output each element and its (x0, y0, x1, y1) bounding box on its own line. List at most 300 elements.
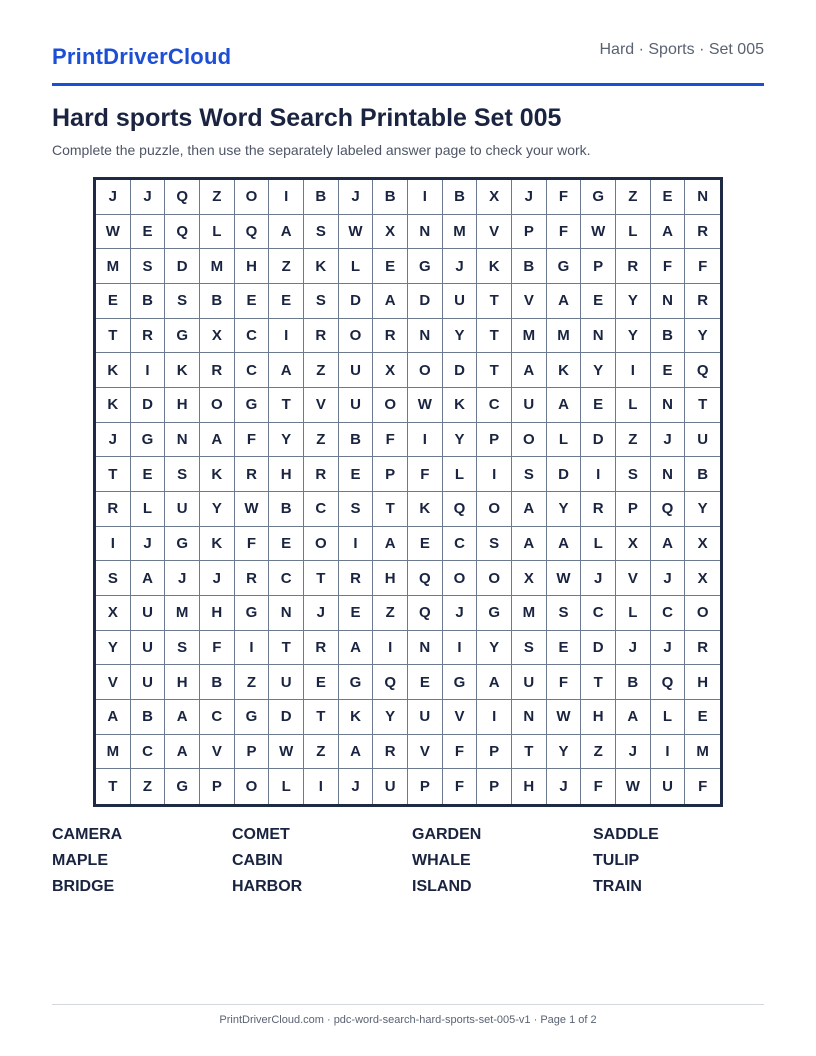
grid-cell: Z (304, 353, 339, 388)
grid-cell: B (339, 423, 374, 458)
page-footer: PrintDriverCloud.com · pdc-word-search-hard-sports-set-005-v1 · Page 1 of 2 (219, 1014, 597, 1026)
grid-cell: S (512, 457, 547, 492)
grid-cell: R (685, 215, 720, 250)
grid-cell: K (200, 457, 235, 492)
grid-cell: E (408, 665, 443, 700)
grid-cell: H (581, 700, 616, 735)
grid-cell: K (165, 353, 200, 388)
grid-cell: S (547, 596, 582, 631)
grid-cell: A (165, 735, 200, 770)
grid-cell: R (616, 249, 651, 284)
grid-cell: T (96, 319, 131, 354)
grid-cell: Y (547, 492, 582, 527)
grid-cell: A (547, 527, 582, 562)
grid-cell: I (477, 457, 512, 492)
grid-cell: I (651, 735, 686, 770)
grid-cell: J (339, 180, 374, 215)
grid-cell: Z (235, 665, 270, 700)
grid-cell: Q (443, 492, 478, 527)
grid-cell: H (685, 665, 720, 700)
grid-cell: H (235, 249, 270, 284)
grid-cell: J (512, 180, 547, 215)
grid-cell: Z (373, 596, 408, 631)
grid-cell: T (96, 769, 131, 804)
grid-cell: L (616, 388, 651, 423)
grid-cell: N (685, 180, 720, 215)
grid-cell: L (616, 215, 651, 250)
grid-cell: W (581, 215, 616, 250)
grid-cell: T (304, 561, 339, 596)
grid-cell: D (443, 353, 478, 388)
grid-cell: R (373, 735, 408, 770)
grid-cell: E (373, 249, 408, 284)
grid-cell: A (651, 527, 686, 562)
grid-cell: P (477, 735, 512, 770)
grid-cell: G (443, 665, 478, 700)
grid-cell: O (235, 769, 270, 804)
grid-cell: N (408, 215, 443, 250)
grid-cell: E (685, 700, 720, 735)
grid-cell: Y (373, 700, 408, 735)
grid-cell: U (408, 700, 443, 735)
grid-cell: E (131, 457, 166, 492)
grid-cell: A (547, 284, 582, 319)
grid-cell: S (131, 249, 166, 284)
grid-cell: Y (269, 423, 304, 458)
grid-cell: O (685, 596, 720, 631)
grid-cell: E (235, 284, 270, 319)
grid-cell: H (200, 596, 235, 631)
grid-cell: D (131, 388, 166, 423)
grid-cell: I (304, 769, 339, 804)
grid-cell: B (616, 665, 651, 700)
grid-cell: U (512, 665, 547, 700)
grid-cell: F (698, 778, 708, 796)
grid-cell: V (616, 561, 651, 596)
grid-cell: G (131, 423, 166, 458)
word-list-item: TULIP (593, 852, 640, 869)
grid-cell: R (200, 353, 235, 388)
word-list-item: WHALE (412, 852, 471, 869)
grid-cell: S (304, 284, 339, 319)
grid-cell: Q (165, 215, 200, 250)
grid-cell: Z (581, 735, 616, 770)
grid-cell: U (443, 284, 478, 319)
grid-cell: C (235, 319, 270, 354)
grid-cell: D (581, 423, 616, 458)
grid-cell: G (477, 596, 512, 631)
grid-cell: S (96, 561, 131, 596)
grid-cell: W (547, 561, 582, 596)
grid-cell: I (581, 457, 616, 492)
grid-cell: V (408, 735, 443, 770)
grid-cell: X (373, 215, 408, 250)
grid-cell: X (512, 561, 547, 596)
grid-cell: R (96, 492, 131, 527)
grid-cell: D (408, 284, 443, 319)
grid-cell: C (477, 388, 512, 423)
grid-cell: H (269, 457, 304, 492)
grid-cell: B (685, 457, 720, 492)
grid-cell: I (269, 319, 304, 354)
grid-cell: T (269, 388, 304, 423)
grid-cell: A (373, 527, 408, 562)
grid-cell: D (547, 457, 582, 492)
grid-cell: F (373, 423, 408, 458)
grid-cell: A (477, 665, 512, 700)
grid-cell: N (408, 319, 443, 354)
page-title: Hard sports Word Search Printable Set 005 (52, 104, 562, 132)
grid-cell: A (616, 700, 651, 735)
footer-rule (52, 1004, 764, 1005)
grid-cell: A (269, 215, 304, 250)
grid-cell: R (235, 561, 270, 596)
grid-cell: J (651, 423, 686, 458)
grid-cell: M (547, 319, 582, 354)
grid-cell: T (477, 353, 512, 388)
grid-cell: C (235, 353, 270, 388)
grid-cell: F (651, 249, 686, 284)
grid-cell: X (616, 527, 651, 562)
word-list-item: HARBOR (232, 878, 303, 895)
grid-cell: V (200, 735, 235, 770)
grid-cell: O (443, 561, 478, 596)
grid-cell: L (616, 596, 651, 631)
grid-cell: Z (200, 180, 235, 215)
grid-cell: M (443, 215, 478, 250)
grid-cell: J (651, 631, 686, 666)
grid-cell: B (304, 180, 339, 215)
grid-cell: K (96, 388, 131, 423)
grid-cell: L (339, 249, 374, 284)
grid-cell: Q (651, 665, 686, 700)
grid-cell: X (96, 596, 131, 631)
grid-cell: R (339, 561, 374, 596)
grid-cell: A (512, 492, 547, 527)
grid-cell: U (339, 353, 374, 388)
grid-cell: J (616, 631, 651, 666)
grid-cell: Z (304, 423, 339, 458)
grid-cell: Q (165, 180, 200, 215)
grid-cell: T (477, 319, 512, 354)
word-list-item: TRAIN (593, 878, 642, 895)
grid-cell: S (512, 631, 547, 666)
word-list-item: ISLAND (412, 878, 472, 895)
grid-cell: G (581, 180, 616, 215)
grid-cell: R (131, 319, 166, 354)
grid-cell: O (512, 423, 547, 458)
word-list (52, 826, 772, 896)
grid-cell: N (581, 319, 616, 354)
grid-cell: B (200, 665, 235, 700)
grid-cell: R (685, 284, 720, 319)
grid-cell: F (235, 423, 270, 458)
grid-cell: L (131, 492, 166, 527)
grid-cell: T (581, 665, 616, 700)
grid-cell: J (200, 561, 235, 596)
grid-cell: F (443, 769, 478, 804)
grid-cell: O (477, 561, 512, 596)
grid-cell: Q (408, 561, 443, 596)
grid-cell: V (512, 284, 547, 319)
grid-cell: B (200, 284, 235, 319)
grid-cell: P (408, 769, 443, 804)
grid-cell: O (408, 353, 443, 388)
grid-cell: W (547, 700, 582, 735)
grid-cell: V (477, 215, 512, 250)
grid-cell: A (651, 215, 686, 250)
word-list-item: GARDEN (412, 826, 482, 843)
word-list-item: CABIN (232, 852, 283, 869)
grid-cell: W (339, 215, 374, 250)
grid-cell: S (165, 457, 200, 492)
word-list-item: COMET (232, 826, 290, 843)
grid-cell: N (651, 388, 686, 423)
grid-cell: M (96, 249, 131, 284)
grid-cell: R (304, 319, 339, 354)
grid-cell: H (512, 769, 547, 804)
grid-cell: I (477, 700, 512, 735)
grid-cell: A (339, 735, 374, 770)
grid-cell: Y (200, 492, 235, 527)
grid-cell: A (547, 388, 582, 423)
grid-cell: C (131, 735, 166, 770)
grid-cell: U (131, 665, 166, 700)
grid-cell: P (235, 735, 270, 770)
grid-cell: O (477, 492, 512, 527)
grid-cell: J (443, 249, 478, 284)
grid-cell: C (651, 596, 686, 631)
grid-cell: B (269, 492, 304, 527)
grid-cell: U (512, 388, 547, 423)
grid-cell: L (547, 423, 582, 458)
grid-cell: K (200, 527, 235, 562)
grid-cell: U (269, 665, 304, 700)
grid-cell: E (96, 284, 131, 319)
grid-cell: Y (616, 284, 651, 319)
grid-cell: E (304, 665, 339, 700)
grid-cell: A (96, 700, 131, 735)
grid-cell: S (165, 284, 200, 319)
grid-cell: K (547, 353, 582, 388)
grid-cell: N (408, 631, 443, 666)
grid-cell: E (651, 180, 686, 215)
grid-cell: J (616, 735, 651, 770)
grid-cell: J (131, 180, 166, 215)
grid-cell: B (131, 700, 166, 735)
grid-cell: G (165, 527, 200, 562)
grid-cell: E (408, 527, 443, 562)
grid-cell: O (373, 388, 408, 423)
grid-cell: Q (651, 492, 686, 527)
grid-cell: G (339, 665, 374, 700)
grid-cell: R (304, 457, 339, 492)
grid-cell: L (443, 457, 478, 492)
grid-cell: Z (304, 735, 339, 770)
grid-cell: H (165, 388, 200, 423)
grid-cell: G (547, 249, 582, 284)
grid-cell: K (408, 492, 443, 527)
grid-cell: K (443, 388, 478, 423)
grid-cell: N (651, 457, 686, 492)
grid-cell: S (304, 215, 339, 250)
grid-cell: E (547, 631, 582, 666)
grid-cell: M (96, 735, 131, 770)
grid-cell: J (581, 561, 616, 596)
puzzle-meta: Hard · Sports · Set 005 (599, 41, 764, 58)
brand-logo[interactable]: PrintDriverCloud (52, 44, 232, 69)
grid-cell: S (477, 527, 512, 562)
grid-cell: F (547, 215, 582, 250)
grid-cell: G (165, 769, 200, 804)
grid-cell: C (269, 561, 304, 596)
grid-cell: B (512, 249, 547, 284)
grid-cell: O (235, 180, 270, 215)
grid-cell: U (373, 769, 408, 804)
grid-cell: M (200, 249, 235, 284)
grid-cell: S (165, 631, 200, 666)
grid-cell: D (339, 284, 374, 319)
grid-cell: U (131, 631, 166, 666)
grid-cell: Q (235, 215, 270, 250)
grid-cell: U (131, 596, 166, 631)
grid-cell: I (339, 527, 374, 562)
grid-cell: Y (96, 631, 131, 666)
grid-cell: S (616, 457, 651, 492)
grid-cell: Z (616, 423, 651, 458)
grid-cell: F (235, 527, 270, 562)
grid-cell: E (269, 284, 304, 319)
grid-cell: F (685, 249, 720, 284)
grid-cell: K (339, 700, 374, 735)
grid-cell: U (685, 423, 720, 458)
word-search-grid (93, 177, 723, 807)
grid-cell: P (200, 769, 235, 804)
grid-cell: J (131, 527, 166, 562)
grid-cell: T (304, 700, 339, 735)
grid-cell: U (165, 492, 200, 527)
grid-cell: J (547, 769, 582, 804)
grid-cell: E (339, 596, 374, 631)
word-list-item: SADDLE (593, 826, 659, 843)
grid-cell: I (408, 423, 443, 458)
grid-cell: K (96, 353, 131, 388)
grid-cell: I (235, 631, 270, 666)
grid-cell: V (96, 665, 131, 700)
grid-cell: Y (547, 735, 582, 770)
grid-cell: J (651, 561, 686, 596)
grid-cell: I (373, 631, 408, 666)
grid-cell: J (96, 180, 131, 215)
grid-cell: F (443, 735, 478, 770)
grid-cell: I (616, 353, 651, 388)
grid-cell: X (200, 319, 235, 354)
grid-cell: I (408, 180, 443, 215)
grid-cell: I (96, 527, 131, 562)
grid-cell: R (685, 631, 720, 666)
grid-cell: Y (477, 631, 512, 666)
grid-cell: K (477, 249, 512, 284)
grid-cell: X (685, 561, 720, 596)
grid-cell: E (339, 457, 374, 492)
grid-cell: Z (269, 249, 304, 284)
page-header (52, 0, 764, 86)
grid-cell: L (651, 700, 686, 735)
grid-cell: R (235, 457, 270, 492)
grid-cell: T (96, 457, 131, 492)
grid-cell: B (443, 180, 478, 215)
grid-cell: G (165, 319, 200, 354)
grid-cell: Y (443, 423, 478, 458)
grid-cell: T (477, 284, 512, 319)
grid-cell: E (269, 527, 304, 562)
grid-cell: X (685, 527, 720, 562)
grid-cell: T (269, 631, 304, 666)
grid-cell: E (581, 284, 616, 319)
grid-cell: J (96, 423, 131, 458)
grid-cell: N (165, 423, 200, 458)
grid-cell: B (131, 284, 166, 319)
grid-cell: U (651, 769, 686, 804)
grid-cell: T (685, 388, 720, 423)
grid-cell: G (235, 388, 270, 423)
grid-cell: O (200, 388, 235, 423)
grid-cell: G (408, 249, 443, 284)
grid-cell: F (200, 631, 235, 666)
grid-cell: N (269, 596, 304, 631)
grid-cell: Q (373, 665, 408, 700)
grid-cell: I (269, 180, 304, 215)
grid-cell: H (373, 561, 408, 596)
grid-cell: W (408, 388, 443, 423)
grid-cell: D (165, 249, 200, 284)
grid-cell: Z (616, 180, 651, 215)
grid-cell: Q (685, 353, 720, 388)
header-rule (52, 83, 764, 86)
grid-cell: E (651, 353, 686, 388)
grid-cell: E (131, 215, 166, 250)
grid-cell: Y (616, 319, 651, 354)
grid-cell: X (477, 180, 512, 215)
grid-cell: G (235, 700, 270, 735)
grid-cell: A (165, 700, 200, 735)
grid-cell: J (443, 596, 478, 631)
grid-cell: B (373, 180, 408, 215)
grid-cell: Z (131, 769, 166, 804)
grid-cell: A (131, 561, 166, 596)
grid-cell: W (235, 492, 270, 527)
grid-cell: J (165, 561, 200, 596)
grid-cell: F (547, 665, 582, 700)
grid-cell: A (373, 284, 408, 319)
grid-cell: H (165, 665, 200, 700)
grid-cell: R (304, 631, 339, 666)
grid-cell: N (512, 700, 547, 735)
grid-cell: A (200, 423, 235, 458)
grid-cell: T (512, 735, 547, 770)
grid-cell: Q (408, 596, 443, 631)
grid-cell: U (339, 388, 374, 423)
grid-cell: P (373, 457, 408, 492)
grid-cell: P (512, 215, 547, 250)
grid-cell: L (269, 769, 304, 804)
grid-cell: Y (685, 319, 720, 354)
grid-cell: M (165, 596, 200, 631)
page-subtitle: Complete the puzzle, then use the separately labeled answer page to check your work. (52, 142, 591, 158)
grid-cell: M (685, 735, 720, 770)
grid-cell: C (581, 596, 616, 631)
grid-cell: Y (581, 353, 616, 388)
